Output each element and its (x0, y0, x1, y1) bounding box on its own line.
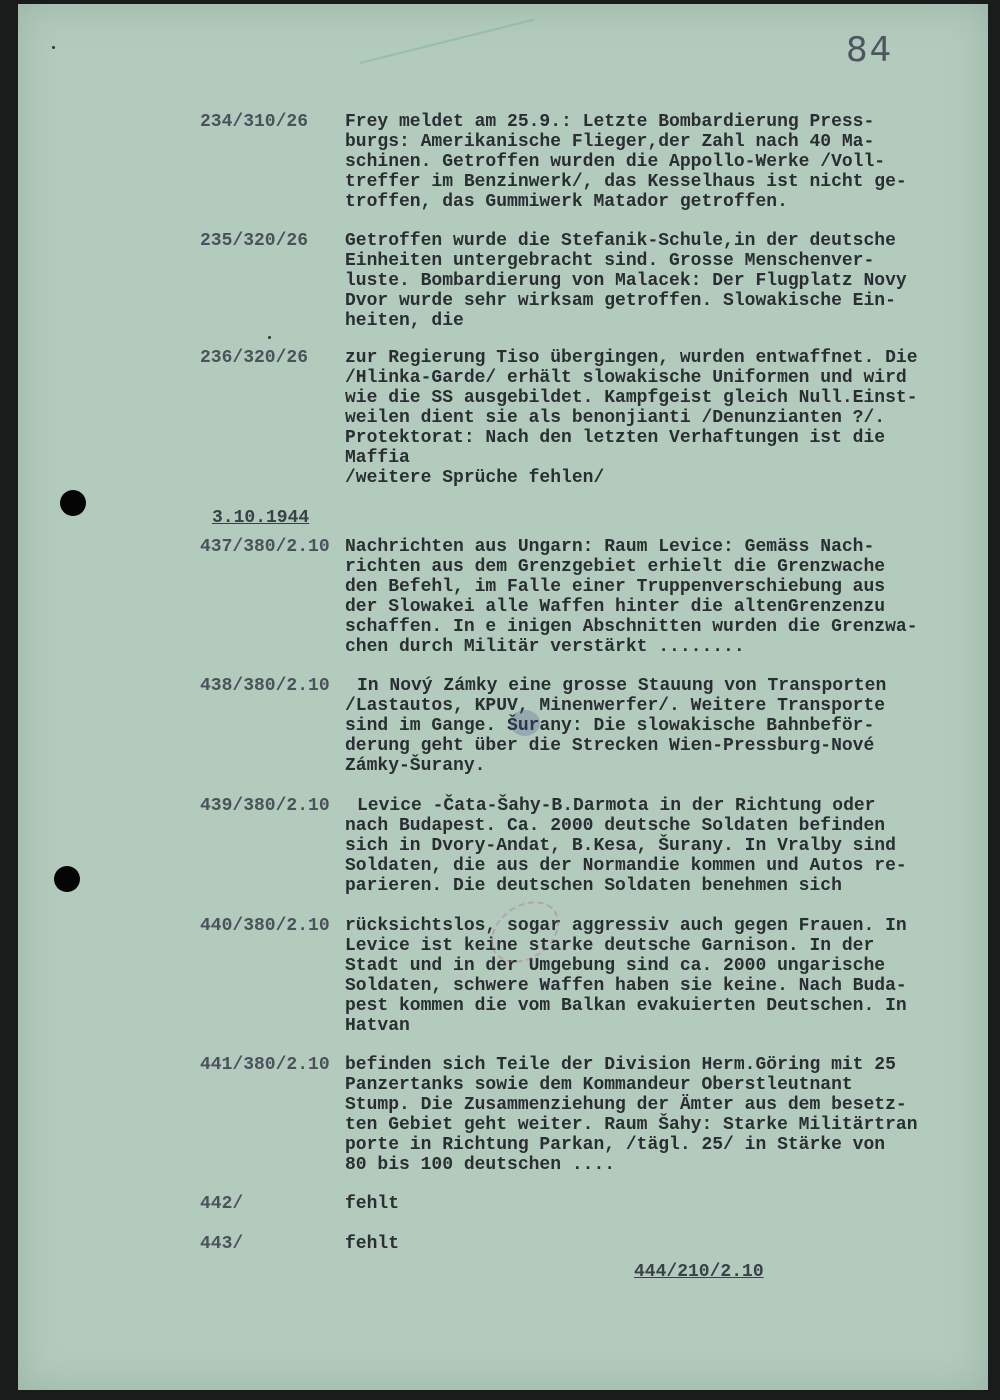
entry-line: In Nový Zámky eine grosse Stauung von Transporten (357, 676, 887, 696)
entry-line: luste. Bombardierung von Malacek: Der Flugplatz Novy (345, 271, 907, 291)
entry-number: 442/ (200, 1194, 244, 1214)
entry-line: Hatvan (345, 1016, 410, 1036)
entry-line: sich in Dvory-Andat, B.Kesa, Šurany. In Vralby sind (345, 836, 896, 856)
entry-line: wie die SS ausgebildet. Kampfgeist gleich Null.Einst- (345, 388, 918, 408)
entry-text (345, 231, 995, 331)
entry-line: befinden sich Teile der Division Herm.Göring mit 25 (345, 1055, 896, 1075)
entry-line: porte in Richtung Parkan, /tägl. 25/ in Stärke von (345, 1135, 886, 1155)
entry-number: 440/380/2.10 (200, 916, 330, 936)
entry-text (345, 112, 995, 212)
entry-line: treffer im Benzinwerk/, das Kesselhaus ist nicht ge- (345, 172, 907, 192)
continuation-reference: 444/210/2.10 (634, 1262, 764, 1282)
entry-line: burgs: Amerikanische Flieger,der Zahl nach 40 Ma- (345, 132, 875, 152)
ink-blot (510, 710, 540, 736)
entry-line: Panzertanks sowie dem Kommandeur Oberstleutnant (345, 1075, 853, 1095)
entry-line: Protektorat: Nach den letzten Verhaftungen ist die (345, 428, 886, 448)
entry-line: 80 bis 100 deutschen .... (345, 1155, 616, 1175)
entry-text (345, 916, 995, 1036)
date-heading: 3.10.1944 (212, 508, 310, 528)
punch-hole (54, 866, 80, 892)
entry-line: Frey meldet am 25.9.: Letzte Bombardierung Press- (345, 112, 875, 132)
paper-speck (52, 46, 55, 49)
entry-line: chen durch Militär verstärkt ........ (345, 637, 745, 657)
entry-line: Stump. Die Zusammenziehung der Ämter aus dem besetz- (345, 1095, 907, 1115)
entry-text (345, 1055, 995, 1175)
entry-number: 441/380/2.10 (200, 1055, 330, 1075)
entry-status: fehlt (345, 1194, 400, 1214)
entry-line: Zámky-Šurany. (345, 756, 486, 776)
entry-line: weilen dient sie als benonjianti /Denunzianten ?/. (345, 408, 886, 428)
entry-number: 438/380/2.10 (200, 676, 330, 696)
entry-line: Einheiten untergebracht sind. Grosse Menschenver- (345, 251, 875, 271)
entry-line: der Slowakei alle Waffen hinter die altenGrenzenzu (345, 597, 886, 617)
entry-line: sind im Gange. Šurany: Die slowakische Bahnbeför- (345, 716, 875, 736)
entry-line: heiten, die (345, 311, 464, 331)
entry-line: schaffen. In e inigen Abschnitten wurden die Grenzwa- (345, 617, 918, 637)
entry-line: ten Gebiet geht weiter. Raum Šahy: Starke Militärtran (345, 1115, 918, 1135)
entry-line: /weitere Sprüche fehlen/ (345, 468, 605, 488)
entry-number: 439/380/2.10 (200, 796, 330, 816)
entry-line: schinen. Getroffen wurden die Appollo-Werke /Voll- (345, 152, 886, 172)
entry-number: 443/ (200, 1234, 244, 1254)
entry-line: Soldaten, die aus der Normandie kommen und Autos re- (345, 856, 907, 876)
entry-line: rücksichtslos, sogar aggressiv auch gegen Frauen. In (345, 916, 907, 936)
entry-number: 437/380/2.10 (200, 537, 330, 557)
entry-line: parieren. Die deutschen Soldaten benehmen sich (345, 876, 842, 896)
pencil-mark (360, 18, 535, 63)
entry-text (345, 676, 1000, 776)
entry-line: Levice ist keine starke deutsche Garnison. In der (345, 936, 875, 956)
entry-number: 234/310/26 (200, 112, 309, 132)
entry-text (345, 348, 995, 488)
entry-line: Dvor wurde sehr wirksam getroffen. Slowakische Ein- (345, 291, 896, 311)
entry-text (345, 796, 1000, 896)
entry-line: Soldaten, schwere Waffen haben sie keine. Nach Buda- (345, 976, 907, 996)
entry-number: 235/320/26 (200, 231, 309, 251)
entry-line: /Hlinka-Garde/ erhält slowakische Uniformen und wird (345, 368, 907, 388)
entry-number: 236/320/26 (200, 348, 309, 368)
entry-line: zur Regierung Tiso übergingen, wurden entwaffnet. Die (345, 348, 918, 368)
punch-hole (60, 490, 86, 516)
page-number: 84 (846, 30, 894, 70)
entry-line: richten aus dem Grenzgebiet erhielt die Grenzwache (345, 557, 886, 577)
entry-line: Stadt und in der Umgebung sind ca. 2000 ungarische (345, 956, 886, 976)
entry-line: derung geht über die Strecken Wien-Pressburg-Nové (345, 736, 875, 756)
entry-line: nach Budapest. Ca. 2000 deutsche Soldaten befinden (345, 816, 886, 836)
entry-line: den Befehl, im Falle einer Truppenverschiebung aus (345, 577, 886, 597)
entry-line: pest kommen die vom Balkan evakuierten Deutschen. In (345, 996, 907, 1016)
entry-line: /Lastautos, KPUV, Minenwerfer/. Weitere Transporte (345, 696, 886, 716)
entry-line: Nachrichten aus Ungarn: Raum Levice: Gemäss Nach- (345, 537, 875, 557)
missing-entry-443 (200, 1234, 400, 1314)
entry-line: troffen, das Gummiwerk Matador getroffen. (345, 192, 788, 212)
entry-text (345, 537, 995, 657)
entry-line: Levice -Čata-Šahy-B.Darmota in der Richtung oder (357, 796, 876, 816)
entry-line: Maffia (345, 448, 410, 468)
entry-line: Getroffen wurde die Stefanik-Schule,in der deutsche (345, 231, 896, 251)
entry-status: fehlt (345, 1234, 400, 1254)
paper-speck (268, 336, 271, 339)
